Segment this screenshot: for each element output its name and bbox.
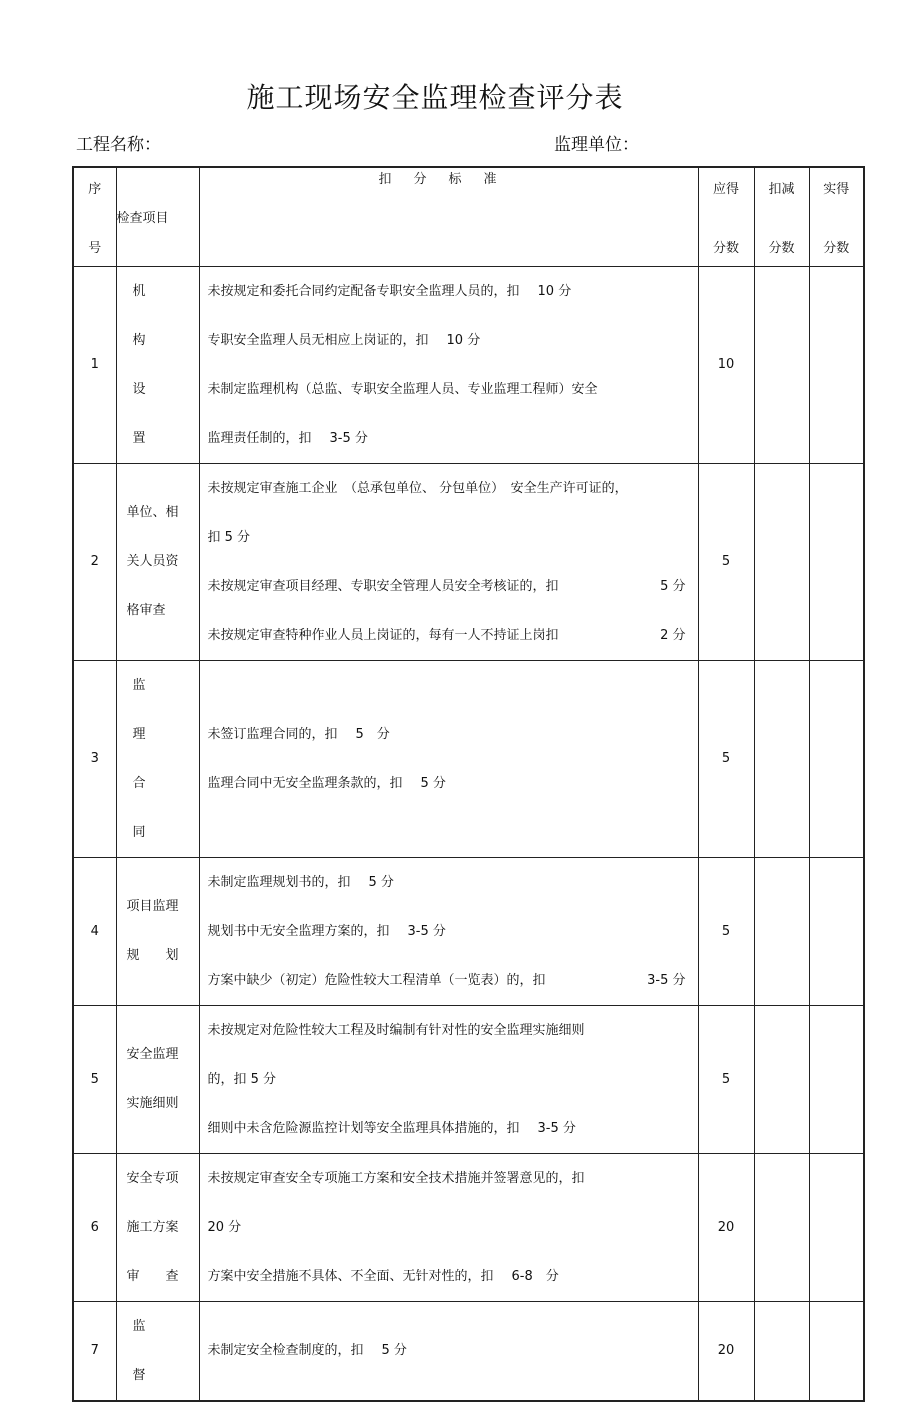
criteria-text: 未制定监理机构（总监、专职安全监理人员、专业监理工程师）安全 [207, 381, 598, 397]
check-item [116, 1005, 199, 1153]
deduction-criteria [199, 266, 698, 463]
header-deduct-score: 扣减 分数 [754, 167, 809, 266]
criteria-text: 监理责任制的，扣 [207, 430, 312, 446]
criteria-line [208, 611, 686, 660]
check-item [116, 266, 203, 463]
criteria-line [208, 1326, 686, 1375]
criteria-line [208, 562, 686, 611]
table-row [73, 857, 864, 1005]
criteria-text: 方案中安全措施不具体、不全面、无针对性的，扣 [207, 1268, 494, 1284]
criteria-points: 5 分 [368, 874, 394, 890]
due-score: 10 [698, 266, 754, 463]
deduction-criteria [199, 857, 698, 1005]
check-item-line: 实施细则 [126, 1096, 179, 1111]
criteria-points: 2 分 [660, 627, 686, 643]
criteria-text: 规划书中无安全监理方案的，扣 [207, 923, 390, 939]
criteria-text: 未制定监理规划书的，扣 [207, 874, 351, 890]
actual-score-cell[interactable] [809, 1301, 864, 1401]
criteria-line [208, 1252, 686, 1301]
criteria-text: 未制定安全检查制度的，扣 [207, 1343, 364, 1358]
criteria-text: 的，扣 5 分 [207, 1071, 277, 1087]
deduction-criteria [199, 1153, 698, 1301]
row-number: 4 [73, 857, 116, 1005]
criteria-text: 监理合同中无安全监理条款的，扣 [207, 775, 403, 791]
criteria-text: 未按规定审查特种作业人员上岗证的，每有一人不持证上岗扣 [207, 627, 559, 643]
criteria-text: 未签订监理合同的，扣 [207, 726, 338, 742]
criteria-points: 5 分 [420, 775, 446, 791]
due-score: 5 [698, 463, 754, 660]
criteria-text: 扣 5 分 [207, 529, 251, 545]
criteria-text: 细则中未含危险源监控计划等安全监理具体措施的，扣 [207, 1120, 520, 1136]
deduct-score-cell[interactable] [754, 660, 809, 857]
criteria-line [208, 1104, 686, 1153]
table-row [73, 266, 864, 463]
actual-score-cell[interactable] [809, 1153, 864, 1301]
criteria-line [208, 267, 686, 316]
criteria-line [208, 956, 686, 1005]
actual-score-cell[interactable] [809, 463, 864, 660]
score-table [72, 166, 865, 1402]
check-item-line: 格审查 [126, 603, 166, 618]
row-number: 7 [73, 1301, 116, 1401]
criteria-points: 10 分 [446, 332, 481, 348]
criteria-line [208, 365, 686, 414]
criteria-text: 未按规定对危险性较大工程及时编制有针对性的安全监理实施细则 [207, 1022, 585, 1038]
criteria-text: 未按规定和委托合同约定配备专职安全监理人员的，扣 [207, 283, 520, 299]
deduct-score-cell[interactable] [754, 857, 809, 1005]
check-item-line: 监 理 [132, 677, 203, 742]
row-number: 3 [73, 660, 116, 857]
criteria-line [208, 1055, 686, 1104]
check-item-line: 关人员资 [126, 554, 179, 569]
actual-score-cell[interactable] [809, 857, 864, 1005]
deduction-criteria [199, 1301, 698, 1401]
criteria-line [208, 907, 686, 956]
header-due-score: 应得 分数 [698, 167, 754, 266]
check-item [116, 1153, 199, 1301]
check-item-line: 安全监理 [126, 1047, 179, 1062]
criteria-text: 专职安全监理人员无相应上岗证的，扣 [207, 332, 429, 348]
check-item-line: 审 查 [126, 1268, 179, 1284]
due-score: 20 [698, 1153, 754, 1301]
criteria-points: 5 分 [660, 578, 686, 594]
due-score: 5 [698, 1005, 754, 1153]
page-title: 施工现场安全监理检查评分表 [246, 81, 624, 114]
row-number: 5 [73, 1005, 116, 1153]
criteria-line [208, 710, 686, 759]
criteria-points: 6-8 分 [511, 1268, 559, 1284]
header-no: 序 号 [73, 167, 116, 266]
check-item [116, 660, 203, 857]
criteria-text: 20 分 [207, 1219, 242, 1235]
table-row [73, 463, 864, 660]
criteria-line [208, 513, 686, 562]
criteria-points: 3-5 分 [647, 972, 686, 988]
check-item [116, 463, 199, 660]
criteria-points: 3-5 分 [329, 430, 368, 446]
deduct-score-cell[interactable] [754, 1301, 809, 1401]
check-item-line: 单位、相 [126, 505, 179, 520]
deduct-score-cell[interactable] [754, 463, 809, 660]
criteria-line [208, 464, 686, 513]
due-score: 20 [698, 1301, 754, 1401]
supervisor-unit-label: 监理单位： [554, 135, 639, 155]
header-criteria: 扣分标准 [199, 167, 698, 266]
criteria-text: 未按规定审查施工企业 （总承包单位、 分包单位） 安全生产许可证的， [207, 480, 628, 496]
header-item: 检查项目 [116, 167, 199, 266]
check-item-line: 安全专项 [126, 1170, 179, 1186]
row-number: 1 [73, 266, 116, 463]
criteria-text: 方案中缺少（初定）危险性较大工程清单（一览表）的，扣 [207, 972, 546, 988]
check-item-line: 设 置 [132, 381, 203, 446]
deduct-score-cell[interactable] [754, 1005, 809, 1153]
criteria-points: 10 分 [537, 283, 572, 299]
criteria-line [208, 414, 686, 463]
criteria-line [208, 1203, 686, 1252]
table-row [73, 1005, 864, 1153]
deduction-criteria [199, 463, 698, 660]
deduct-score-cell[interactable] [754, 266, 809, 463]
due-score: 5 [698, 660, 754, 857]
check-item-line: 合 同 [132, 775, 203, 840]
criteria-points: 5 分 [355, 726, 390, 742]
criteria-points: 3-5 分 [407, 923, 446, 939]
criteria-line [208, 858, 686, 907]
row-number: 6 [73, 1153, 116, 1301]
check-item-line: 施工方案 [126, 1219, 179, 1235]
criteria-points: 5 分 [381, 1343, 407, 1358]
check-item [116, 857, 199, 1005]
check-item-line: 规 划 [126, 948, 179, 963]
project-name-label: 工程名称： [76, 135, 161, 155]
table-row [73, 1301, 864, 1401]
criteria-text: 未按规定审查项目经理、专职安全管理人员安全考核证的，扣 [207, 578, 559, 594]
deduction-criteria [199, 1005, 698, 1153]
check-item-line: 机 构 [132, 283, 203, 348]
check-item-line: 监 督 [132, 1318, 203, 1383]
criteria-text: 未按规定审查安全专项施工方案和安全技术措施并签署意见的，扣 [207, 1170, 585, 1186]
criteria-points: 3-5 分 [537, 1120, 576, 1136]
criteria-line [208, 316, 686, 365]
due-score: 5 [698, 857, 754, 1005]
header-actual-score: 实得 分数 [809, 167, 864, 266]
check-item-line: 项目监理 [126, 899, 179, 914]
criteria-line [208, 1006, 686, 1055]
header-row [73, 167, 864, 266]
criteria-line [208, 759, 686, 808]
row-number: 2 [73, 463, 116, 660]
check-item [116, 1301, 203, 1401]
actual-score-cell[interactable] [809, 660, 864, 857]
deduct-score-cell[interactable] [754, 1153, 809, 1301]
table-row [73, 660, 864, 857]
criteria-line [208, 1154, 686, 1203]
table-row [73, 1153, 864, 1301]
deduction-criteria [199, 660, 698, 857]
actual-score-cell[interactable] [809, 266, 864, 463]
actual-score-cell[interactable] [809, 1005, 864, 1153]
